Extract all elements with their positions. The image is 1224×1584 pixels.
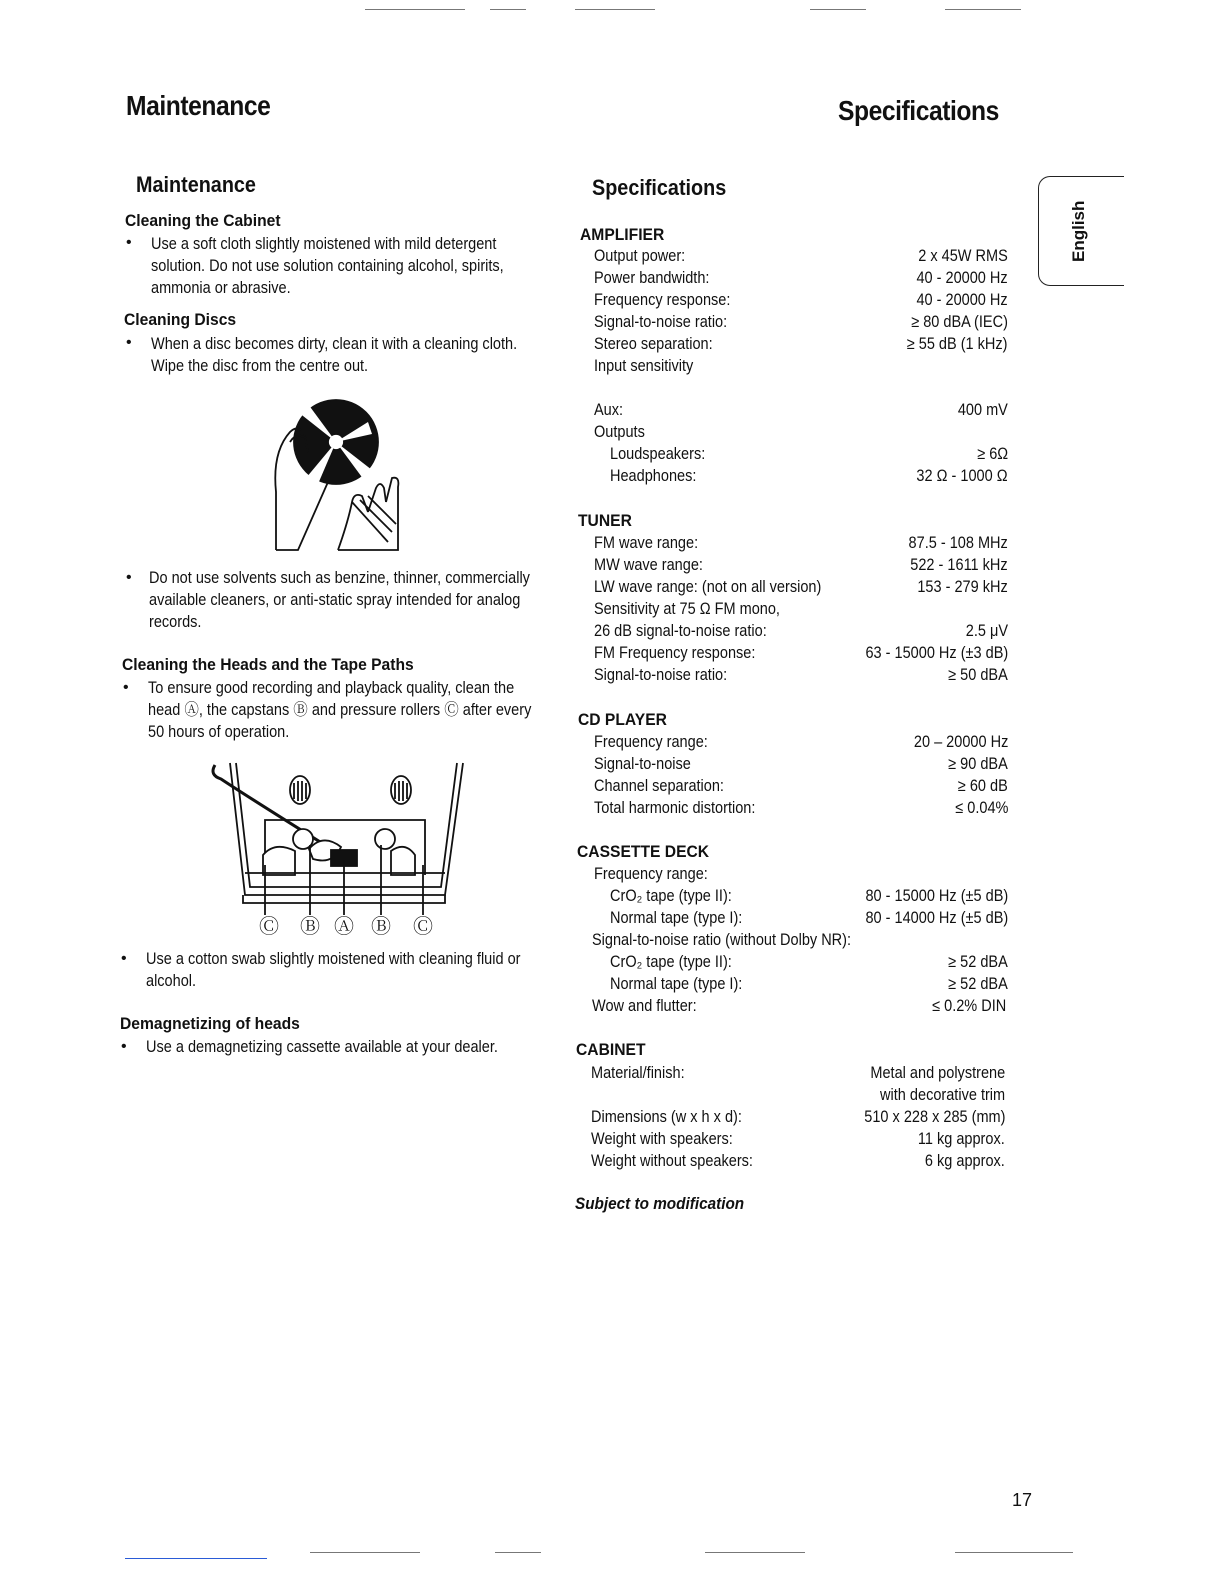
- scan-line: [955, 1552, 1073, 1553]
- spec-row: Material/finish: Metal and polystrene: [591, 1064, 1005, 1082]
- tuner-title: TUNER: [578, 511, 632, 530]
- cleaning-discs-title: Cleaning Discs: [124, 310, 237, 329]
- scan-line: [945, 9, 1021, 10]
- page-number: 17: [1012, 1490, 1033, 1510]
- bullet: •: [126, 234, 132, 251]
- maintenance-heading: Maintenance: [136, 172, 256, 197]
- demag-bullet-text: Use a demagnetizing cassette available at your dealer.: [146, 1038, 498, 1056]
- bullet: •: [126, 334, 132, 351]
- scan-line: [575, 9, 655, 10]
- spec-row: Frequency range:: [594, 865, 708, 883]
- spec-row: with decorative trim: [879, 1086, 1005, 1104]
- tape-heads-illustration: [205, 755, 470, 930]
- subject-to-modification: Subject to modification: [575, 1194, 745, 1213]
- bullet: •: [126, 569, 132, 586]
- scan-line: [490, 9, 526, 10]
- cleaning-heads-title: Cleaning the Heads and the Tape Paths: [122, 655, 414, 674]
- heads-bullet-text-2: Use a cotton swab slightly moistened with cleaning fluid or alcohol.: [146, 950, 521, 990]
- cabinet-bullet-text: Use a soft cloth slightly moistened with mild detergent solution. Do not use solution containing alcohol, spirits, ammonia or abrasive.: [151, 235, 504, 297]
- cd-player-title: CD PLAYER: [578, 710, 667, 729]
- spec-row: Normal tape (type I): ≥ 52 dBA: [610, 975, 1008, 993]
- spec-row: LW wave range: (not on all version) 153 - 279 kHz: [594, 578, 1008, 596]
- spec-row: Frequency range: 20 – 20000 Hz: [594, 733, 1008, 751]
- spec-row: Wow and flutter: ≤ 0.2% DIN: [592, 997, 1006, 1015]
- spec-row: Channel separation: ≥ 60 dB: [594, 777, 1008, 795]
- bullet: •: [123, 679, 129, 696]
- spec-row: FM Frequency response: 63 - 15000 Hz (±3 dB): [594, 644, 1008, 662]
- specifications-heading: Specifications: [592, 175, 727, 200]
- scan-line: [125, 1558, 267, 1559]
- bullet: •: [121, 950, 127, 967]
- spec-row: CrO₂ tape (type II): 80 - 15000 Hz (±5 dB): [610, 887, 1008, 905]
- spec-row: Input sensitivity: [594, 357, 694, 375]
- spec-row: Aux: 400 mV: [594, 401, 1008, 419]
- spec-row: Dimensions (w x h x d): 510 x 228 x 285 (mm): [591, 1108, 1005, 1126]
- label-head: Ⓐ: [334, 916, 354, 938]
- label-capstan-right: Ⓑ: [371, 916, 391, 938]
- spec-row: Signal-to-noise ≥ 90 dBA: [594, 755, 1008, 773]
- spec-row: Output power: 2 x 45W RMS: [594, 247, 1008, 265]
- spec-row: Signal-to-noise ratio: ≥ 80 dBA (IEC): [594, 313, 1008, 331]
- spec-row: 26 dB signal-to-noise ratio: 2.5 μV: [594, 622, 1008, 640]
- spec-row: Outputs: [594, 423, 645, 441]
- spec-row: CrO₂ tape (type II): ≥ 52 dBA: [610, 953, 1008, 971]
- spec-row: FM wave range: 87.5 - 108 MHz: [594, 534, 1008, 552]
- spec-row: Frequency response: 40 - 20000 Hz: [594, 291, 1008, 309]
- spec-row: Normal tape (type I): 80 - 14000 Hz (±5 dB): [610, 909, 1008, 927]
- scan-line: [705, 1552, 805, 1553]
- scan-line: [365, 9, 465, 10]
- scan-line: [310, 1552, 420, 1553]
- label-pressure-roller-left: Ⓒ: [259, 916, 279, 938]
- label-capstan-left: Ⓑ: [300, 916, 320, 938]
- spec-row: Signal-to-noise ratio: ≥ 50 dBA: [594, 666, 1008, 684]
- label-pressure-roller-right: Ⓒ: [413, 916, 433, 938]
- disc-cleaning-illustration: [268, 392, 408, 554]
- spec-row: Stereo separation: ≥ 55 dB (1 kHz): [594, 335, 1008, 353]
- cassette-deck-title: CASSETTE DECK: [577, 842, 710, 861]
- spec-row: Headphones: 32 Ω - 1000 Ω: [610, 467, 1008, 485]
- scan-line: [810, 9, 866, 10]
- cabinet-title: CABINET: [576, 1040, 646, 1059]
- right-page-title: Specifications: [838, 95, 999, 126]
- language-tab: [1038, 176, 1124, 286]
- spec-row: Signal-to-noise ratio (without Dolby NR):: [592, 931, 852, 949]
- spec-row: Sensitivity at 75 Ω FM mono,: [594, 600, 780, 618]
- demagnetizing-title: Demagnetizing of heads: [120, 1014, 300, 1033]
- scan-line: [495, 1552, 541, 1553]
- discs-bullet-text-1: When a disc becomes dirty, clean it with a cleaning cloth. Wipe the disc from the centre out.: [151, 335, 518, 375]
- cleaning-cabinet-title: Cleaning the Cabinet: [125, 211, 281, 230]
- spec-row: Loudspeakers: ≥ 6Ω: [610, 445, 1008, 463]
- language-tab-label: English: [1069, 200, 1088, 262]
- bullet: •: [121, 1038, 127, 1055]
- spec-row: Power bandwidth: 40 - 20000 Hz: [594, 269, 1008, 287]
- spec-row: Weight with speakers: 11 kg approx.: [591, 1130, 1005, 1148]
- spec-row: Total harmonic distortion: ≤ 0.04%: [594, 799, 1008, 817]
- amplifier-title: AMPLIFIER: [580, 225, 665, 244]
- spec-row: Weight without speakers: 6 kg approx.: [591, 1152, 1005, 1170]
- discs-bullet-text-2: Do not use solvents such as benzine, thinner, commercially available cleaners, or anti-static spray intended for analog records.: [149, 569, 530, 631]
- heads-bullet-text-1: To ensure good recording and playback quality, clean the head Ⓐ, the capstans Ⓑ and pressure rollers Ⓒ after every 50 hours of operation.: [148, 679, 532, 741]
- spec-row: MW wave range: 522 - 1611 kHz: [594, 556, 1008, 574]
- left-page-title: Maintenance: [126, 90, 271, 121]
